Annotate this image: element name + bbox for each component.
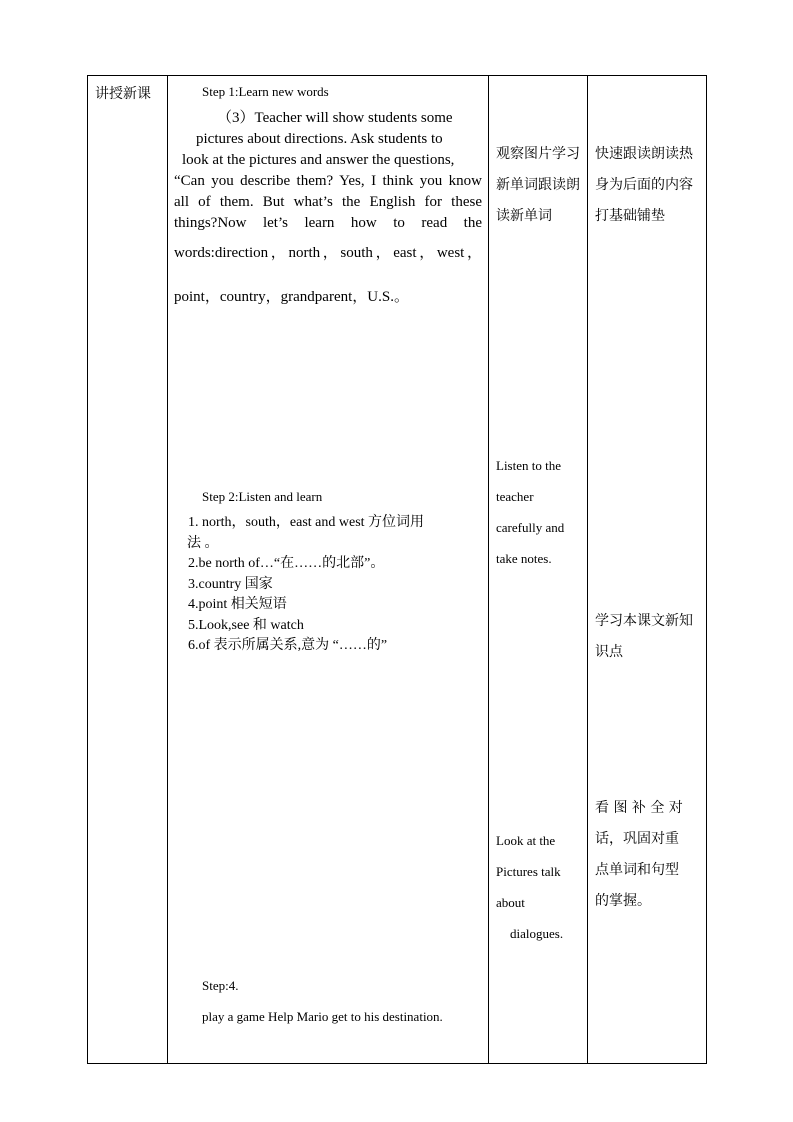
step1-line: look at the pictures and answer the questions, [182, 152, 455, 168]
text-line: 的掌握。 [595, 893, 651, 909]
text-line: carefully and [496, 520, 565, 535]
text-line: Pictures talk [496, 864, 561, 879]
text-line: 身为后面的内容 [595, 177, 693, 193]
text-line: Look at the [496, 833, 556, 848]
step4-title: Step:4. [202, 978, 239, 993]
design-intent-3 [595, 793, 699, 917]
text-line: 打基础铺垫 [595, 208, 665, 224]
step2-item: 1. north，south，east and west 方位词用 [188, 515, 425, 530]
step2-item: 4.point 相关短语 [188, 597, 287, 612]
text-line: take notes. [496, 551, 552, 566]
step1-line: words:direction，north，south，east，west， [174, 245, 482, 261]
step2-item: 2.be north of…“在……的北部”。 [188, 556, 385, 571]
text-line: 话，巩固对重 [595, 831, 679, 847]
text-line: 读新单词 [496, 208, 552, 224]
step1-line: things?Now let’s learn how to read the [174, 215, 482, 231]
step1-paragraph [174, 108, 482, 264]
text-line: about [496, 895, 525, 910]
text-line: 新单词跟读朗 [496, 177, 580, 193]
column-divider [488, 76, 489, 1063]
text-line: 快速跟读朗读热 [595, 146, 693, 162]
step1-line: all of them. But what’s the English for these [174, 194, 482, 210]
text-line: 观察图片学习 [496, 146, 580, 162]
step2-title: Step 2:Listen and learn [202, 489, 323, 504]
step1-title: Step 1:Learn new words [202, 84, 329, 99]
step2-item: 6.of 表示所属关系,意为 “……的” [188, 638, 388, 653]
text-line: dialogues. [510, 926, 564, 941]
text-line: 学习本课文新知 [595, 613, 693, 629]
column-divider [587, 76, 588, 1063]
step2-list [188, 513, 424, 657]
text-line: teacher [496, 489, 534, 504]
step4-text: play a game Help Mario get to his destination. [202, 1009, 443, 1024]
text-line: 点单词和句型 [595, 862, 679, 878]
step2-item: 3.country 国家 [188, 576, 273, 592]
step1-line: pictures about directions. Ask students to [196, 131, 443, 147]
student-activity-3 [496, 825, 563, 949]
design-intent-1 [595, 139, 699, 232]
step2-item: 法 。 [187, 535, 219, 551]
column-divider [167, 76, 168, 1063]
design-intent-2 [595, 606, 699, 668]
step2-item: 5.Look,see 和 watch [188, 617, 304, 633]
step1-line: （3）Teacher will show students some [217, 110, 453, 126]
text-line: Listen to the [496, 458, 561, 473]
step1-last-line: point，country，grandparent，U.S.。 [174, 289, 409, 305]
section-label: 讲授新课 [95, 86, 151, 102]
text-line: 识点 [595, 644, 623, 660]
student-activity-1 [496, 139, 580, 232]
text-line: 看 图 补 全 对 [595, 800, 683, 816]
step1-line: “Can you describe them? Yes, I think you know [174, 173, 482, 189]
student-activity-2 [496, 450, 564, 574]
